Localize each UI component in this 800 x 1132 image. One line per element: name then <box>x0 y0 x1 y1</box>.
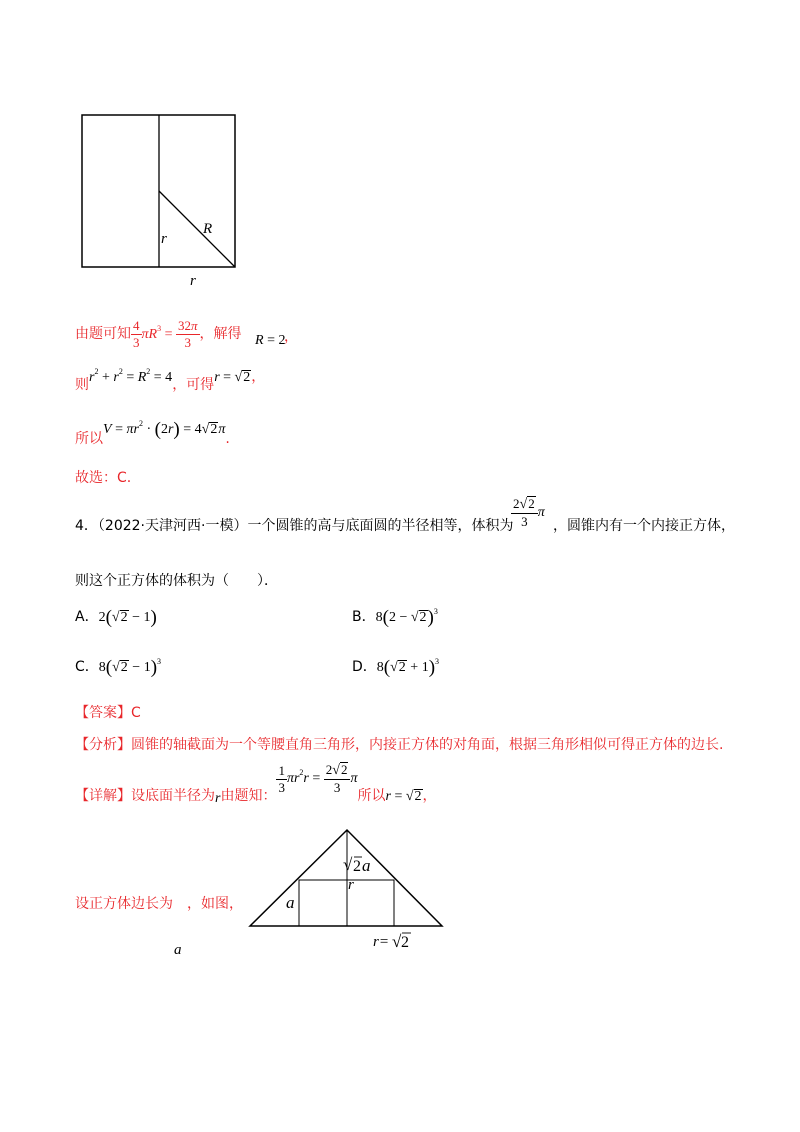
side-length-text: 设正方体边长为 ，如图， <box>75 896 243 912</box>
detail-mid: 由题知： <box>220 788 277 805</box>
label-r-vertical: r <box>161 231 167 247</box>
solution-choice: 故选：C. <box>75 470 132 486</box>
solution-line1-end: ， <box>284 329 298 345</box>
figure-cylinder-section <box>70 105 250 290</box>
detail-line <box>75 762 437 807</box>
fig2-sqrt-2: 2 <box>353 858 361 875</box>
answer-tag: 【答案】 <box>75 705 131 721</box>
formula-cone-eq: $\frac{1}{3}$ $\pi r^2r$ = $\frac{2√2}{3}$ π <box>278 762 358 795</box>
solution-line1-mid: ，解得 <box>199 326 242 343</box>
option-B-formula: $8(2 - √2)^3$ <box>375 607 438 628</box>
label-sqrt2a: a <box>362 856 371 875</box>
label-r-mid: r <box>348 877 354 893</box>
formula-R-equals-2: R = 2 <box>255 333 286 348</box>
option-C-formula: $8(√2 - 1)^3$ <box>98 657 162 678</box>
option-B[interactable] <box>352 606 438 629</box>
answer-value: C <box>131 705 141 721</box>
formula-r-sqrt2: r = √2 <box>385 789 422 805</box>
formula-volume-cylinder: $V = \pi r^2 \cdot (2r) = 4√2\pi$ <box>103 419 226 440</box>
option-D-formula: $8(√2 + 1)^3$ <box>376 657 440 678</box>
option-C-label: C． <box>75 659 99 675</box>
fig2-sqrt-symbol: √ <box>343 855 353 874</box>
analysis-line <box>75 734 795 754</box>
stray-a: a <box>174 942 182 958</box>
option-C[interactable] <box>75 656 161 679</box>
solution-line-3 <box>75 418 230 447</box>
fig2-sqrt-symbol-2: √ <box>392 932 402 951</box>
label-r-bottom: r <box>190 273 196 289</box>
detail-var-r: r <box>215 791 221 807</box>
label-r-eq: r= <box>373 934 389 950</box>
solution-line-2 <box>75 366 266 393</box>
question-source: （2022·天津河西·一模） <box>97 518 248 534</box>
option-B-label: B． <box>352 609 376 625</box>
formula-r-equals-sqrt2: r = √2 <box>214 370 251 385</box>
detail-end: ， <box>422 788 437 805</box>
solution-line3-prefix: 所以 <box>75 431 103 447</box>
formula-volume-sphere: $\frac{4}{3}$ $\pi R^3$ = $\frac{32\pi}{3}$ <box>133 318 198 350</box>
option-A-formula: 2(√2 − 1) <box>98 607 157 628</box>
detail-tag: 【详解】 <box>75 788 131 805</box>
solution-line2-mid: ，可得 <box>172 377 215 393</box>
analysis-text: 圆锥的轴截面为一个等腰直角三角形，内接正方体的对角面，根据三角形相似可得正方体的边长. <box>131 737 724 753</box>
question-stem-line2: 则这个正方体的体积为（ ）． <box>75 573 278 589</box>
fig2-sqrt-2b: 2 <box>401 934 409 951</box>
solution-line-1 <box>75 318 242 351</box>
option-A-label: A． <box>75 609 99 625</box>
answer-line <box>75 702 141 722</box>
option-D[interactable] <box>352 656 439 679</box>
question-stem-part1: 一个圆锥的高与底面圆的半径相等，体积为 <box>247 518 514 534</box>
formula-cone-volume: $\frac{2√2}{3}$ π <box>513 496 545 529</box>
option-A[interactable] <box>75 606 157 629</box>
solution-line2-end: ， <box>251 369 266 385</box>
detail-prefix: 设底面半径为 <box>131 788 215 805</box>
detail-mid2: 所以 <box>357 788 386 805</box>
question-stem-part2: ，圆锥内有一个内接正方体， <box>553 518 735 534</box>
label-R: R <box>203 221 213 237</box>
figure-cone-section <box>240 822 460 954</box>
formula-r-squared: $r^2 + r^2 = R^2 = 4$ <box>89 367 173 385</box>
label-a-side: a <box>286 893 295 912</box>
analysis-tag: 【分析】 <box>75 737 131 753</box>
solution-line1-prefix: 由题可知 <box>75 326 131 343</box>
question-number: 4． <box>75 518 98 534</box>
option-D-label: D． <box>352 659 377 675</box>
solution-line3-end: . <box>225 431 230 447</box>
solution-line2-prefix: 则 <box>75 377 89 393</box>
